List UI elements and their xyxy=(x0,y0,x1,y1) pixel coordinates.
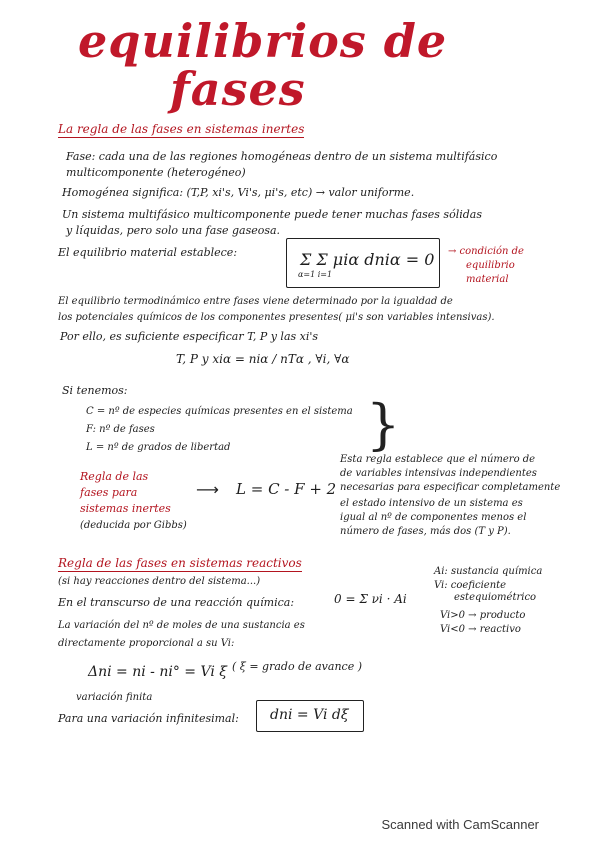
page-title-line2: fases xyxy=(170,62,306,116)
closing-brace: } xyxy=(366,393,401,456)
s2-line5: variación finita xyxy=(76,692,153,703)
note-condition-1: → condición de xyxy=(448,246,524,257)
def-c: C = nº de especies químicas presentes en el sistema xyxy=(86,406,353,417)
s1-line8: los potenciales químicos de los componentes presentes( μi's son variables intensivas). xyxy=(58,312,495,323)
delta-n-formula: Δni = ni - ni° = Vi ξ xyxy=(88,664,227,680)
phase-rule-equation: L = C - F + 2 xyxy=(236,480,337,498)
s2-line4: directamente proporcional a su Vi: xyxy=(58,638,235,649)
infinitesimal-formula: dni = Vi dξ xyxy=(270,707,349,723)
rule-desc-1: Esta regla establece que el número de xyxy=(340,454,536,465)
right-arrow-icon: ⟶ xyxy=(196,480,219,499)
formula-material-equilibrium: Σ Σ μiα dniα = 0 xyxy=(300,250,435,269)
s2-note4: Vi>0 → producto xyxy=(440,610,526,621)
rule-label-1: Regla de las xyxy=(80,470,149,483)
note-condition-3: material xyxy=(466,274,509,285)
s1-line3: Homogénea significa: (T,P, xi's, Vi's, μi's, etc) → valor uniforme. xyxy=(62,186,415,199)
rule-desc-3: necesarias para especificar completamente xyxy=(340,482,561,493)
note-condition-2: equilibrio xyxy=(466,260,515,271)
page-title-line1: equilibrios de xyxy=(78,14,448,68)
rule-desc-2: de variables intensivas independientes xyxy=(340,468,537,479)
s2-note2: Vi: coeficiente xyxy=(434,580,507,591)
scanner-watermark: Scanned with CamScanner xyxy=(381,817,539,832)
s2-line1: (si hay reacciones dentro del sistema...) xyxy=(58,576,261,587)
rule-label-4: (deducida por Gibbs) xyxy=(80,520,187,531)
s1-line6: El equilibrio material establece: xyxy=(58,246,238,259)
s1-line4: Un sistema multifásico multicomponente puede tener muchas fases sólidas xyxy=(62,208,482,221)
rule-label-2: fases para xyxy=(80,486,138,499)
rule-desc-4: el estado intensivo de un sistema es xyxy=(340,498,523,509)
section1-heading: La regla de las fases en sistemas inertes xyxy=(58,122,305,136)
extent-of-reaction-note: ( ξ = grado de avance ) xyxy=(232,660,362,673)
s2-note5: Vi<0 → reactivo xyxy=(440,624,521,635)
s2-note1: Ai: sustancia química xyxy=(434,566,543,577)
rule-desc-6: número de fases, más dos (T y P). xyxy=(340,526,511,537)
s1-line5: y líquidas, pero solo una fase gaseosa. xyxy=(66,224,281,237)
s2-line3: La variación del nº de moles de una sustancia es xyxy=(58,620,305,631)
s2-note3: estequiométrico xyxy=(454,592,537,603)
s2-line2: En el transcurso de una reacción química: xyxy=(58,596,295,609)
s1-line1: Fase: cada una de las regiones homogéneas dentro de un sistema multifásico xyxy=(66,150,498,163)
s1-line9: Por ello, es suficiente especificar T, P y las xi's xyxy=(60,330,319,343)
reaction-formula: 0 = Σ νi · Ai xyxy=(334,592,407,606)
s2-line6: Para una variación infinitesimal: xyxy=(58,712,239,725)
rule-desc-5: igual al nº de componentes menos el xyxy=(340,512,527,523)
rule-label-3: sistemas inertes xyxy=(80,502,171,515)
s1-line10: Si tenemos: xyxy=(62,384,128,397)
section2-heading: Regla de las fases en sistemas reactivos xyxy=(58,556,302,570)
s1-line2: multicomponente (heterogéneo) xyxy=(66,166,246,179)
formula-intensive-vars: T, P y xiα = niα / nTα , ∀i, ∀α xyxy=(176,352,350,366)
def-l: L = nº de grados de libertad xyxy=(86,442,231,453)
def-f: F: nº de fases xyxy=(86,424,155,435)
formula-material-equilibrium-sub: α=1 i=1 xyxy=(298,270,333,279)
s1-line7: El equilibrio termodinámico entre fases viene determinado por la igualdad de xyxy=(58,296,453,307)
